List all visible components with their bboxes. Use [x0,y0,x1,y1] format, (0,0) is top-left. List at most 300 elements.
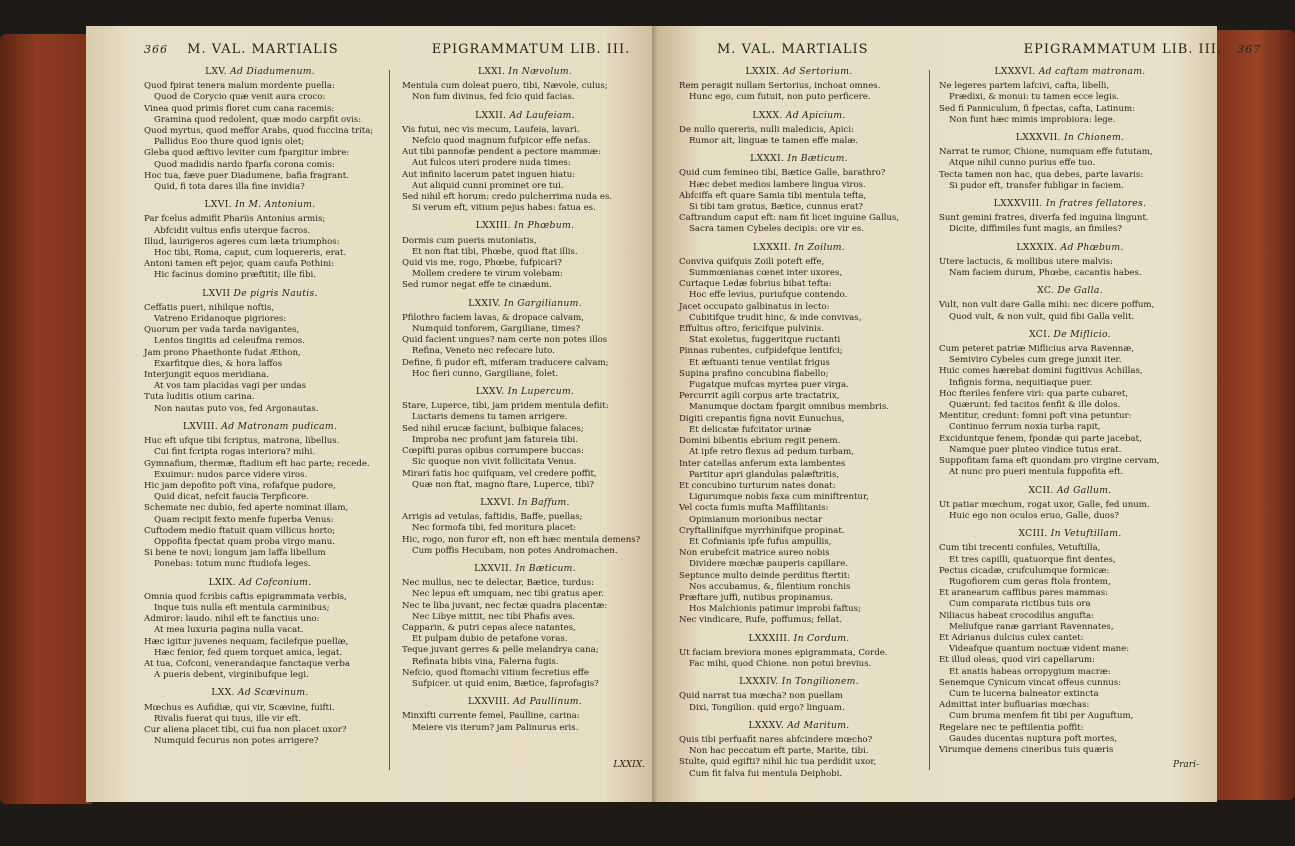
left-page-column-b [402,66,648,740]
verse-line: Vatreno Eridanoque pigriores: [154,314,287,325]
epigram-number: LXXII. [475,109,507,121]
epigram-number: LXIX. [208,576,236,588]
epigram [402,696,648,734]
epigram [402,563,648,690]
epigram-title [144,421,376,432]
verse-line: Capparin, & putri cepas alece natantes, [402,622,576,633]
epigram-subtitle: In fratres fellatores. [1045,198,1147,210]
verse-line: Quid vis me, rogo, Phœbe, fufpicari? [402,258,562,269]
epigram-number: LXXVI. [480,496,515,508]
verse-line: Cum bruma menfem fit tibi per Auguftum, [949,711,1134,722]
epigram-number: LXXVII. [474,562,513,574]
verse-line: Opimianum morionibus nectar [689,514,823,525]
verse-line: Sed nihil erucæ faciunt, bulbique falaces; [402,423,584,434]
epigram [144,288,376,415]
verse-line: Sunt gemini fratres, diverfa fed inguina lingunt. [939,213,1149,224]
verse-line: Si tibi tam gratus, Bætice, cunnus erat? [689,202,864,213]
verse-line: Supina prafino concubina flabello; [679,368,829,379]
epigram-subtitle: In Vetuftillam. [1050,528,1122,540]
epigram-title [402,110,648,121]
verse-line: Cui fint fcripta rogas interiora? mihi. [154,447,316,458]
verse-line: Tecta tamen non hac, qua debes, parte lavaris: [939,169,1144,180]
verse-line: Oppofita fpectat quam proba virgo manu. [154,536,335,547]
verse-line: Niliacus habeat crocodilus angufta: [939,610,1095,621]
epigram-title [402,386,648,397]
epigram [144,199,376,281]
verse-line: Sufpicer. ut quid enim, Bætice, faprofagis? [412,678,599,689]
verse-line: Narrat te rumor, Chione, numquam effe fututam, [939,147,1153,158]
verse-line: Semiviro Cybeles cum grege junxit iter. [949,355,1122,366]
verse-line: Regelare nec te peftilentia poffit: [939,722,1084,733]
epigram [679,242,919,627]
verse-line: Mirari fatis hoc quifquam, vel credere poffit, [402,468,597,479]
column-divider [389,70,390,770]
epigram-title [939,285,1201,296]
verse-line: Præftare juffi, nutibus propinamus. [679,592,834,603]
verse-line: Quorum per vada tarda navigantes, [144,325,300,336]
verse-line: Admiror: laudo. nihil eft te fanctius uno: [144,614,320,625]
epigram-number: LXXXIX. [1016,241,1058,253]
verse-line: Hos Malchionis patimur improbi faftus; [689,604,861,615]
right-page-column-a [679,66,919,786]
epigram-subtitle: In Lupercum. [507,386,575,398]
epigram-number: LXXXVII. [1015,132,1061,144]
verse-line: Hoc effe levius, puriufque contendo. [689,290,848,301]
left-page-column-a [144,66,376,753]
verse-line: Numquid fecurus non potes arrigere? [154,736,319,747]
epigram-subtitle: In Nævolum. [508,66,573,77]
epigram-number: LXXXVIII. [993,198,1043,210]
verse-line: Vel cocta fumis mufta Maffilitanis: [679,503,829,514]
epigram-title [679,66,919,77]
epigram-subtitle: Ad Maritum. [787,719,850,731]
verse-line: Quid cum femineo tibi, Bætice Galle, barathro? [679,168,886,179]
epigram [402,66,648,104]
epigram-number: XCIII. [1018,528,1048,540]
verse-line: Teque juvant gerres & pelle melandrya cana; [402,645,599,656]
verse-line: Define, fi pudor eft, miferam traducere calvam; [402,357,609,368]
verse-line: Hoc fieri cunno, Gargiliane, folet. [412,368,559,379]
verse-line: Curtaque Ledæ fobrius bibat tefta: [679,279,832,290]
verse-line: Quid dicat, nefcit faucia Terpficore. [154,492,309,503]
epigram-number: LXV. [205,66,227,77]
verse-line: Inter catellas anferum exta lambentes [679,458,846,469]
verse-line: Non fum divinus, fed fcio quid facias. [412,92,575,103]
verse-line: Aut tibi pannofæ pendent a pectore mammæ: [402,147,601,158]
verse-line: Quod madidis nardo fparfa corona comis: [154,159,335,170]
verse-line: Lentos tingitis ad celeufma remos. [154,336,305,347]
verse-line: Continuo ferrum noxia turba rapit, [949,422,1101,433]
verse-line: Septunce multo deinde perditus ftertit: [679,570,851,581]
verse-line: Antoni tamen eft pejor, quam caufa Pothini: [144,259,335,270]
epigram [679,633,919,671]
verse-line: Non erubefcit matrice aureo nobis [679,548,830,559]
verse-line: At vos tam placidas vagi per undas [154,381,307,392]
verse-line: Infignis forma, nequitiaque puer. [949,377,1093,388]
verse-line: Aut infinito lacerum patet inguen hiatu: [402,169,576,180]
epigram [939,242,1201,280]
verse-line: Fugatque mufcas myrtea puer virga. [689,380,849,391]
verse-line: Pfilothro faciem lavas, & dropace calvam, [402,312,584,323]
verse-line: Dormis cum pueris mutoniatis, [402,235,537,246]
verse-line: Partitur apri glandulas palæftritis, [689,469,840,480]
epigram [144,421,376,571]
epigram-number: LXXX. [752,109,783,121]
verse-line: Arrigis ad vetulas, faftidis, Baffe, puellas; [402,512,583,523]
verse-line: Videafque quantum noctuæ vident mane: [949,644,1130,655]
epigram-title [679,676,919,687]
epigram-subtitle: Ad Cofconium. [239,576,312,588]
left-catchword: LXXIX. [613,760,645,770]
verse-line: At tua, Cofconi, venerandaque fanctaque verba [144,658,351,669]
verse-line: De nullo quereris, nulli maledicis, Apici: [679,124,854,135]
left-running-title-b: EPIGRAMMATUM LIB. III. [431,42,631,57]
epigram-subtitle: In Tongilionem. [781,676,859,688]
verse-line: Effultus oftro, fericifque pulvinis. [679,324,824,335]
verse-line: Huic ego non oculos eruo, Galle, duos? [949,510,1120,521]
epigram-number: LXXIII. [475,220,511,232]
epigram-subtitle: Ad Paullinum. [513,696,583,708]
verse-line: A pueris debent, virginibufque legi. [154,670,309,681]
epigram-subtitle: Ad Apicium. [785,109,846,121]
verse-line: Numquid tonforem, Gargiliane, times? [412,324,581,335]
verse-line: Hic jam depofito poft vina, rofafque pudore, [144,480,336,491]
verse-line: Quid, fi tota dares illa fine invidia? [154,182,305,193]
epigram-subtitle: Ad Gallum. [1056,484,1112,496]
verse-line: Par fcelus admifit Phariis Antonius armis; [144,214,326,225]
verse-line: Rumor ait, linguæ te tamen effe malæ. [689,136,859,147]
verse-line: Cryftallinifque myrrhinifque propinat. [679,525,845,536]
left-page-header [144,42,630,57]
verse-line: Rugofiorem cum geras ftola frontem, [949,576,1111,587]
epigram-subtitle: In Bæticum. [515,562,576,574]
verse-line: Hæc fenior, fed quem torquet amica, legat. [154,647,343,658]
verse-line: Percurrit agili corpus arte tractatrix, [679,391,840,402]
verse-line: Gaudes ducentas nuptura poft mortes, [949,733,1118,744]
verse-line: Refinata bibis vina, Falerna fugis. [412,656,559,667]
epigram-title [939,242,1201,253]
verse-line: Et Adrianus dulcius culex cantet: [939,632,1084,643]
right-running-title-b: EPIGRAMMATUM LIB. III. [1023,42,1223,57]
verse-line: Cum poffis Hecubam, non potes Andromachen. [412,545,618,556]
verse-line: Cum peteret patriæ Miflicius arva Ravennæ, [939,344,1135,355]
epigram-title [679,242,919,253]
epigram-number: LXXXVI. [994,66,1036,77]
verse-line: Cuftodem medio ftatuit quam villicus horto; [144,525,336,536]
epigram-number: LXXVIII. [467,696,510,708]
epigram [939,285,1201,323]
verse-line: Quærunt: fed tacitos fenfit & ille dolos. [949,400,1121,411]
epigram-title [402,563,648,574]
verse-line: Nec vindicare, Rufe, poffumus; fellat. [679,615,842,626]
verse-line: At nunc pro pueri mentula fuppofita eft. [949,467,1124,478]
epigram-subtitle: In Gargilianum. [503,297,582,309]
epigram-title [679,153,919,164]
verse-line: Aut fulcos uteri prodere nuda times: [412,158,571,169]
verse-line: Schemate nec dubio, fed aperte nominat illam, [144,503,349,514]
epigram-number: LXXXV. [748,719,785,731]
verse-line: At ipfe retro flexus ad pedum turbam, [689,447,854,458]
verse-line: Et delicatæ fufcitator urinæ [689,424,812,435]
verse-line: Illud, laurigeros ageres cum læta triumphos: [144,236,340,247]
verse-line: Mentula cum doleat puero, tibi, Nævole, culus; [402,81,608,92]
epigram-subtitle: Ad Diadumenum. [230,66,315,77]
epigram-subtitle: Ad Phœbum. [1060,241,1124,253]
verse-line: Hoc tibi, Roma, caput, cum loquereris, erat. [154,248,347,259]
epigram [402,298,648,380]
verse-line: Utere lactucis, & mollibus utere malvis: [939,256,1113,267]
epigram-title [939,198,1201,209]
verse-line: Nec formofa tibi, fed moritura placet: [412,523,577,534]
epigram-title [144,687,376,698]
verse-line: Si pudor eft, transfer fubligar in faciem. [949,180,1124,191]
verse-line: Caftrandum caput eft: nam fit licet inguine Gallus, [679,213,900,224]
verse-line: Ut faciam breviora mones epigrammata, Corde. [679,647,888,658]
verse-line: Prædixi, & monui: tu tamen ecce legis. [949,92,1119,103]
verse-line: Pinnas rubentes, cufpidefque lentifci; [679,346,843,357]
verse-line: Huc eft ufque tibi fcriptus, matrona, libellus. [144,436,340,447]
verse-line: Sic quoque non vivit follicitata Venus. [412,457,577,468]
epigram-subtitle: Ad Laufeiam. [509,109,575,121]
verse-line: Pectus cicadæ, crufculumque formicæ: [939,565,1110,576]
right-page-column-b [939,66,1201,762]
verse-line: Et pulpam dubio de petafone voras. [412,634,568,645]
verse-line: Mœchus es Aufidiæ, qui vir, Scævine, fuifti. [144,702,335,713]
book-edge-left [0,34,92,804]
epigram-title [144,199,376,210]
epigram-subtitle: In Cordum. [793,632,850,644]
epigram [144,66,376,193]
epigram-number: LXX. [211,687,235,699]
verse-line: Stulte, quid egifti? nihil hic tua perdidit uxor, [679,757,877,768]
verse-line: Nec lepus eft umquam, nec tibi gratus aper. [412,589,604,600]
verse-line: Ut patiar mœchum, rogat uxor, Galle, fed unum. [939,499,1150,510]
verse-line: Refina, Veneto nec refecare luto. [412,346,555,357]
verse-line: Cum te lucerna balneator extincta [949,688,1099,699]
epigram-subtitle: Ad caftam matronam. [1038,66,1146,77]
epigram-title [679,633,919,644]
verse-line: Mentitur, credunt: fomni poft vina petuntur: [939,411,1132,422]
verse-line: Rivalis fuerat qui tuus, ille vir eft. [154,713,301,724]
epigram-number: LXXXIII. [748,632,791,644]
verse-line: Gymnafium, thermæ, ftadium eft hac parte; recede. [144,458,370,469]
verse-line: Suppofitam fama eft quondam pro virgine cervam, [939,456,1160,467]
epigram [679,720,919,780]
epigram-subtitle: In Chionem. [1064,132,1125,144]
verse-line: Jam prono Phaethonte fudat Æthon, [144,347,301,358]
verse-line: Ligurumque nobis faxa cum miniftrentur, [689,492,869,503]
verse-line: Nec te liba juvant, nec fectæ quadra placentæ: [402,600,608,611]
verse-line: Domini bibentis ebrium regit penem. [679,436,841,447]
epigram-subtitle: Ad Scævinum. [237,687,309,699]
right-running-title-a: M. VAL. MARTIALIS [717,42,869,57]
verse-line: Non funt hæc mimis improbiora: lege. [949,114,1116,125]
verse-line: Dixi, Tongilion. quid ergo? linguam. [689,702,845,713]
epigram-title [402,298,648,309]
verse-line: Fac mihi, quod Chione. non potui brevius. [689,658,872,669]
epigram-subtitle: In M. Antonium. [235,199,316,211]
epigram-subtitle: In Phœbum. [514,220,575,232]
verse-line: Cum tibi trecenti confules, Vetuftilla, [939,543,1101,554]
right-catchword: Prari- [1173,760,1199,770]
left-running-title-a: M. VAL. MARTIALIS [187,42,339,57]
verse-line: Pallidus Eoo thure quod ignis olet; [154,137,305,148]
verse-line: Rem peragit nullam Sertorius, inchoat omnes. [679,81,881,92]
epigram [402,497,648,557]
verse-line: Admittat inter bufluarias mœchas: [939,700,1090,711]
verse-line: Hic facinus domino præftitit; ille fibi. [154,270,317,281]
left-page [86,26,663,802]
epigram-title [402,66,648,77]
verse-line: Hic, rogo, non furor eft, non eft hæc mentula demens? [402,534,641,545]
verse-line: Et æftuanti tenue ventilat frigus [689,357,830,368]
epigram-title [402,220,648,231]
epigram-number: LXVII [202,287,231,299]
verse-line: Tuta luditis otium carina. [144,392,255,403]
epigram [402,110,648,215]
verse-line: Nefcio, quod ftomachi vitium fecretius effe [402,667,589,678]
verse-line: Atque nihil cunno purius effe tuo. [949,158,1096,169]
epigram [939,329,1201,479]
verse-line: Dividere mœchæ pauperis capillare. [689,559,849,570]
right-page-header [717,42,1261,57]
verse-line: Non hac peccatum eft parte, Marite, tibi. [689,746,869,757]
verse-line: Exciduntque fenem, fpondæ qui parte jacebat, [939,433,1142,444]
epigram-subtitle: Ad Sertorium. [782,66,853,77]
verse-line: Ponebas: totum nunc ftudiofa leges. [154,559,311,570]
verse-line: Improba nec profunt jam fatureia tibi. [412,434,579,445]
verse-line: Et anatis habeas orropygium macræ: [949,666,1111,677]
epigram [402,220,648,291]
verse-line: Nos accubamus, &, filentium ronchis [689,581,851,592]
epigram [144,687,376,747]
epigram-number: XC. [1037,285,1055,297]
verse-line: Hunc ego, cum futuit, non puto perficere. [689,92,871,103]
epigram-title [144,577,376,588]
verse-line: Omnia quod fcribis caftis epigrammata verbis, [144,591,347,602]
epigram-number: LXXIV. [468,297,501,309]
verse-line: Luctaris demens tu tamen arrigere. [412,412,568,423]
verse-line: Et concubino turturum nates donat: [679,480,836,491]
verse-line: Stare, Luperce, tibi, jam pridem mentula defiit: [402,401,609,412]
verse-line: Quæ non ftat, magno ftare, Luperce, tibi? [412,479,595,490]
epigram-subtitle: De Galla. [1057,285,1103,297]
verse-line: Sed fi Panniculum, fi fpectas, cafta, Latinum: [939,103,1136,114]
verse-line: Et Cofmianis ipfe fufus ampullis, [689,536,832,547]
verse-line: Nec mullus, nec te delectar, Bætice, turdus: [402,578,595,589]
verse-line: Namque puer pluteo vindice tutus erat. [949,444,1122,455]
verse-line: Ceffatis pueri, nihilque noftis, [144,302,275,313]
epigram-title [144,66,376,77]
verse-line: Cubitifque trudit hinc, & inde convivas, [689,312,862,323]
verse-line: Gleba quod æftivo leviter cum fpargitur imbre: [144,148,350,159]
epigram-number: LXXXII. [752,241,791,253]
epigram-subtitle: De Miflicio. [1053,328,1111,340]
verse-line: Jacet occupato galbinatus in lecto: [679,301,830,312]
epigram-subtitle: In Baffum. [517,496,570,508]
epigram-title [402,696,648,707]
epigram-number: LXVI. [204,199,232,211]
verse-line: Quod vult, & non vult, quid fibi Galla velit. [949,311,1135,322]
verse-line: Abfcidit vultus enfis uterque facros. [154,225,311,236]
epigram-number: XCII. [1028,484,1054,496]
verse-line: Et non ftat tibi, Phœbe, quod ftat illis. [412,246,578,257]
verse-line: Sed nihil eft horum: credo pulcherrima nuda es. [402,192,613,203]
epigram-number: LXXIX. [745,66,780,77]
verse-line: Meiere vis iterum? jam Palinurus eris. [412,722,579,733]
verse-line: Exarfitque dies, & hora laffos [154,358,283,369]
verse-line: Quid narrat tua mœcha? non puellam [679,691,843,702]
epigram-number: XCI. [1029,328,1051,340]
epigram-subtitle: Ad Matronam pudicam. [221,420,338,432]
epigram-subtitle: De pigris Nautis. [233,287,318,299]
verse-line: Hoc fteriles fenfere viri: qua parte cubaret, [939,388,1129,399]
verse-line: Quod myrtus, quod meffor Arabs, quod fuccina trita; [144,126,374,137]
verse-line: Gramina quod redolent, quæ modo carpfit ovis: [154,114,362,125]
verse-line: Quid facient ungues? nam certe non potes illos [402,335,608,346]
verse-line: Stat exoletus, fuggeritque ructanti [689,335,841,346]
epigram [939,198,1201,236]
verse-line: Si verum eft, vitium pejus habes: fatua es. [412,203,596,214]
epigram [144,577,376,682]
epigram [939,485,1201,523]
verse-line: Mollem credere te virum volebam: [412,269,563,280]
column-divider [929,70,930,770]
verse-line: Hoc tua, fæve puer Diadumene, bafia fragrant. [144,170,349,181]
verse-line: At mea luxuria pagina nulla vacat. [154,625,304,636]
verse-line: Si bene te novi; longum jam laffa libellum [144,548,326,559]
verse-line: Aut aliquid cunni prominet ore tui. [412,180,564,191]
epigram-title [939,485,1201,496]
verse-line: Quam recipit fexto menfe fuperba Venus: [154,514,334,525]
verse-line: Hæc debet medios lambere lingua viros. [689,179,866,190]
epigram-title [144,288,376,299]
epigram [939,66,1201,126]
verse-line: Quis tibi perfuafit nares abfcindere mœcho? [679,734,873,745]
verse-line: Dicite, diffimiles funt magis, an fimiles? [949,224,1122,235]
verse-line: Vinea quod primis floret cum cana racemis: [144,103,335,114]
verse-line: Quod fpirat tenera malum mordente puella: [144,81,335,92]
verse-line: Abfciffa eft quare Samia tibi mentula tefta, [679,190,867,201]
book-edge-right [1210,30,1295,800]
verse-line: Inque tuis nulla eft mentula carminibus; [154,602,330,613]
epigram [402,386,648,491]
verse-line: Senemque Cynicum vincat offeus cunnus: [939,677,1122,688]
verse-line: Non nautas puto vos, fed Argonautas. [154,403,319,414]
verse-line: Summœnianas cœnet inter uxores, [689,268,843,279]
epigram-number: LXXI. [477,66,506,77]
epigram-number: LXXV. [475,386,505,398]
epigram-title [679,720,919,731]
verse-line: Sacra tamen Cybeles decipis: ore vir es. [689,224,865,235]
epigram-title [679,110,919,121]
verse-line: Cum comparata rictibus tuis ora [949,599,1091,610]
verse-line: Cum fit falva fui mentula Deiphobi. [689,768,843,779]
right-page [657,26,1262,802]
epigram-subtitle: In Zoilum. [794,241,846,253]
verse-line: Quod de Corycio quæ venit aura croco: [154,92,326,103]
epigram-number: LXXXIV. [739,676,779,688]
verse-line: Ne legeres partem lafcivi, cafta, libelli, [939,81,1110,92]
verse-line: Nec Libye mittit, nec tibi Phafis aves. [412,611,576,622]
verse-line: Vis futui, nec vis mecum, Laufeia, lavari. [402,124,580,135]
verse-line: Nefcio quod magnum fufpicor effe nefas. [412,136,591,147]
verse-line: Vult, non vult dare Galla mihi: nec dicere poffum, [939,300,1155,311]
verse-line: Meliufque ranæ garriant Ravennates, [949,621,1114,632]
verse-line: Et illud oleas, quod viri capellarum: [939,655,1095,666]
epigram-title [939,329,1201,340]
verse-line: Et tres capilli, quatuorque fint dentes, [949,554,1116,565]
